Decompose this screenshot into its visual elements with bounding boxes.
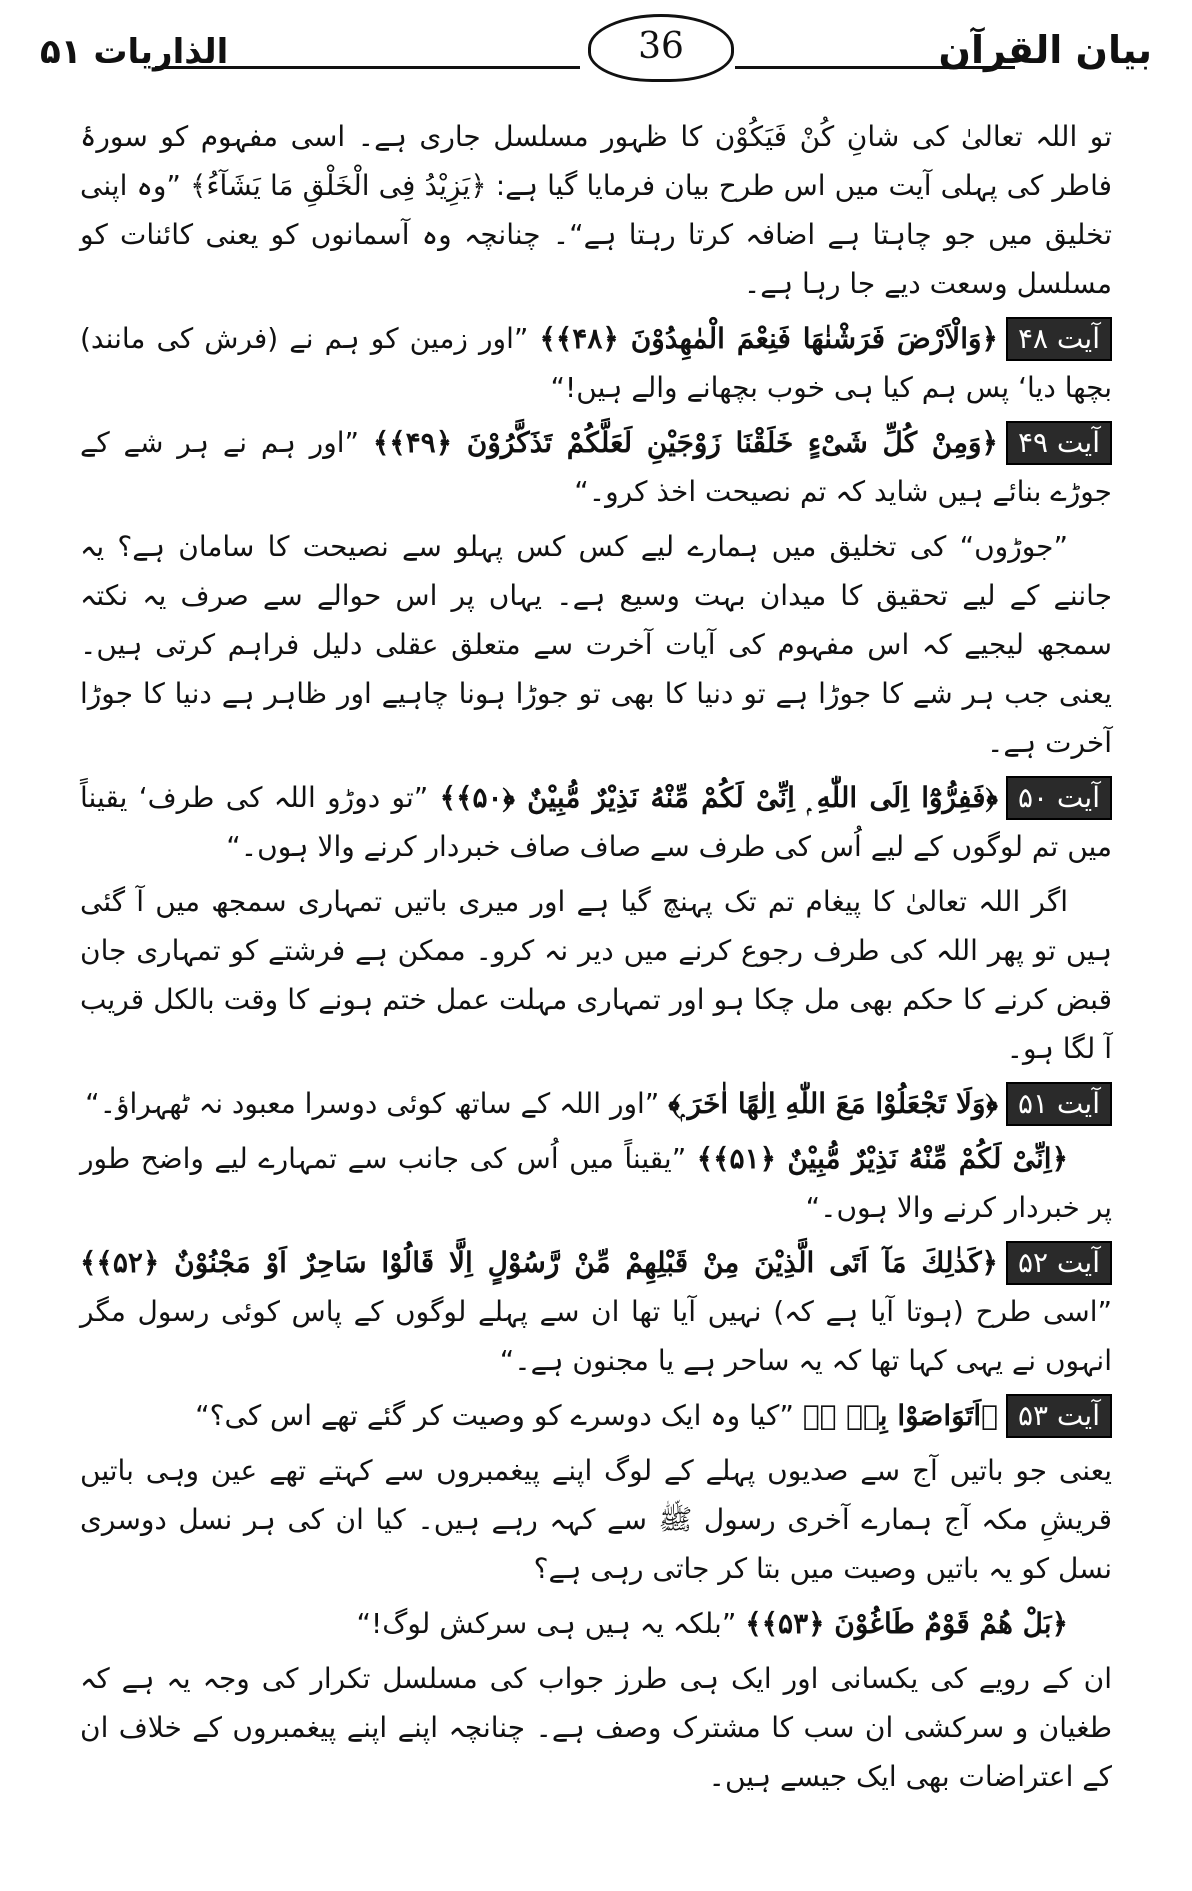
verse-block [80, 1238, 1112, 1385]
verse-block [80, 1391, 1112, 1440]
page-header [40, 14, 1152, 86]
arabic-verse: ﴿وَلَا تَجْعَلُوْا مَعَ اللّٰهِ اِلٰهًا اٰخَرَ ۭ﴾ [668, 1087, 998, 1120]
paragraph-text: ان کے رویے کی یکسانی اور ایک ہی طرز جواب کی مسلسل تکرار کی وجہ یہ ہے کہ طغیان و سرکشی ان سب کا مشترک وصف ہے۔ چنانچہ اپنے اپنے پیغمبروں کے خلاف ان کے اعتراضات بھی ایک جیسے ہیں۔ [80, 1662, 1112, 1793]
verse-translation: ”اور اللہ کے ساتھ کوئی دوسرا معبود نہ ٹھہراؤ۔“ [85, 1087, 660, 1120]
verse-continuation [80, 1599, 1112, 1648]
paragraph-text: اگر اللہ تعالیٰ کا پیغام تم تک پہنچ گیا ہے اور میری باتیں تمہاری سمجھ میں آ گئی ہیں تو پھر اللہ کی طرف رجوع کرنے میں دیر نہ کرو۔ ممکن ہے فرشتے کو تمہاری جان قبض کرنے کا حکم بھی مل چکا ہو اور تمہاری مہلت عمل ختم ہونے کا وقت بالکل قریب آ لگا ہو۔ [80, 885, 1112, 1065]
paragraph [80, 1654, 1112, 1801]
verse-translation: ”بلکہ یہ ہیں ہی سرکش لوگ!“ [356, 1607, 737, 1640]
page-body [80, 112, 1112, 1807]
arabic-verse: ﴿كَذٰلِكَ مَآ اَتَی الَّذِیْنَ مِنْ قَبْلِهِمْ مِّنْ رَّسُوْلٍ اِلَّا قَالُوْا سَاحِرٌ اَوْ مَجْنُوْنٌ ﴿۵۲﴾﴾ [80, 1246, 998, 1279]
verse-translation: ”اسی طرح (ہوتا آیا ہے کہ) نہیں آیا تھا ان سے پہلے لوگوں کے پاس کوئی رسول مگر انہوں نے یہی کہا تھا کہ یہ ساحر ہے یا مجنون ہے۔“ [80, 1295, 1112, 1377]
arabic-verse: ﴿اَتَوَاصَوْا بِهٖ ۚ﴾ [802, 1399, 998, 1432]
arabic-verse: ﴿وَمِنْ كُلِّ شَیْءٍ خَلَقْنَا زَوْجَیْنِ لَعَلَّكُمْ تَذَكَّرُوْنَ ﴿۴۹﴾﴾ [372, 426, 998, 459]
verse-label: آیت ۵۲ [1006, 1241, 1112, 1285]
verse-block [80, 773, 1112, 871]
paragraph [80, 112, 1112, 308]
verse-label: آیت ۵۰ [1006, 776, 1112, 820]
verse-continuation [80, 1134, 1112, 1232]
arabic-verse: ﴿فَفِرُّوْٓا اِلَی اللّٰهِ ۭ اِنِّیْ لَكُمْ مِّنْهُ نَذِیْرٌ مُّبِیْنٌ ﴿۵۰﴾﴾ [439, 781, 998, 814]
page-number: 36 [588, 14, 734, 82]
verse-label: آیت ۴۸ [1006, 317, 1112, 361]
verse-translation: ”یقیناً میں اُس کی جانب سے تمہارے لیے واضح طور پر خبردار کرنے والا ہوں۔“ [80, 1142, 1112, 1224]
paragraph [80, 522, 1112, 767]
verse-label: آیت ۵۱ [1006, 1082, 1112, 1126]
paragraph [80, 1446, 1112, 1593]
verse-translation: ”کیا وہ ایک دوسرے کو وصیت کر گئے تھے اس کی؟“ [195, 1399, 794, 1432]
verse-translation: ”تو دوڑو اللہ کی طرف‘ یقیناً میں تم لوگوں کے لیے اُس کی طرف سے صاف صاف خبردار کرنے والا ہوں۔“ [80, 781, 1112, 863]
verse-block [80, 418, 1112, 516]
verse-translation: ”اور زمین کو ہم نے (فرش کی مانند) بچھا دیا‘ پس ہم کیا ہی خوب بچھانے والے ہیں!“ [80, 322, 1112, 404]
paragraph-text: ”جوڑوں“ کی تخلیق میں ہمارے لیے کس کس پہلو سے نصیحت کا سامان ہے؟ یہ جاننے کے لیے تحقیق کا میدان بہت وسیع ہے۔ یہاں پر اس حوالے سے صرف یہ نکتہ سمجھ لیجیے کہ اس مفہوم کی آیات آخرت سے متعلق عقلی دلیل فراہم کرتی ہیں۔ یعنی جب ہر شے کا جوڑا ہے تو دنیا کا بھی تو جوڑا ہونا چاہیے اور ظاہر ہے دنیا کا جوڑا آخرت ہے۔ [80, 530, 1112, 759]
surah-title: الذاریات ۵۱ [40, 32, 229, 72]
arabic-verse: ﴿اِنِّیْ لَكُمْ مِّنْهُ نَذِیْرٌ مُّبِیْنٌ ﴿۵۱﴾﴾ [696, 1142, 1068, 1175]
arabic-verse: ﴿وَالْاَرْضَ فَرَشْنٰهَا فَنِعْمَ الْمٰهِدُوْنَ ﴿۴۸﴾﴾ [539, 322, 998, 355]
verse-block [80, 1079, 1112, 1128]
verse-translation: ”اور ہم نے ہر شے کے جوڑے بنائے ہیں شاید کہ تم نصیحت اخذ کرو۔“ [80, 426, 1112, 508]
paragraph [80, 877, 1112, 1073]
paragraph-text: تو اللہ تعالیٰ کی شانِ کُنْ فَیَکُوْن کا ظہور مسلسل جاری ہے۔ اسی مفہوم کو سورۂ فاطر کی پہلی آیت میں اس طرح بیان فرمایا گیا ہے: ﴿یَزِیْدُ فِی الْخَلْقِ مَا یَشَآءُ﴾ ”وہ اپنی تخلیق میں جو چاہتا ہے اضافہ کرتا رہتا ہے“۔ چنانچہ وہ آسمانوں کو یعنی کائنات کو مسلسل وسعت دیے جا رہا ہے۔ [80, 120, 1112, 300]
verse-label: آیت ۵۳ [1006, 1394, 1112, 1438]
book-title: بیان القرآن [938, 28, 1152, 72]
verse-label: آیت ۴۹ [1006, 421, 1112, 465]
arabic-verse: ﴿بَلْ هُمْ قَوْمٌ طَاغُوْنَ ﴿۵۳﴾﴾ [745, 1607, 1068, 1640]
verse-block [80, 314, 1112, 412]
paragraph-text: یعنی جو باتیں آج سے صدیوں پہلے کے لوگ اپنے پیغمبروں سے کہتے تھے عین وہی باتیں قریشِ مکہ آج ہمارے آخری رسول ﷺ سے کہہ رہے ہیں۔ کیا ان کی ہر نسل دوسری نسل کو یہ باتیں وصیت میں بتا کر جاتی رہی ہے؟ [80, 1454, 1112, 1585]
